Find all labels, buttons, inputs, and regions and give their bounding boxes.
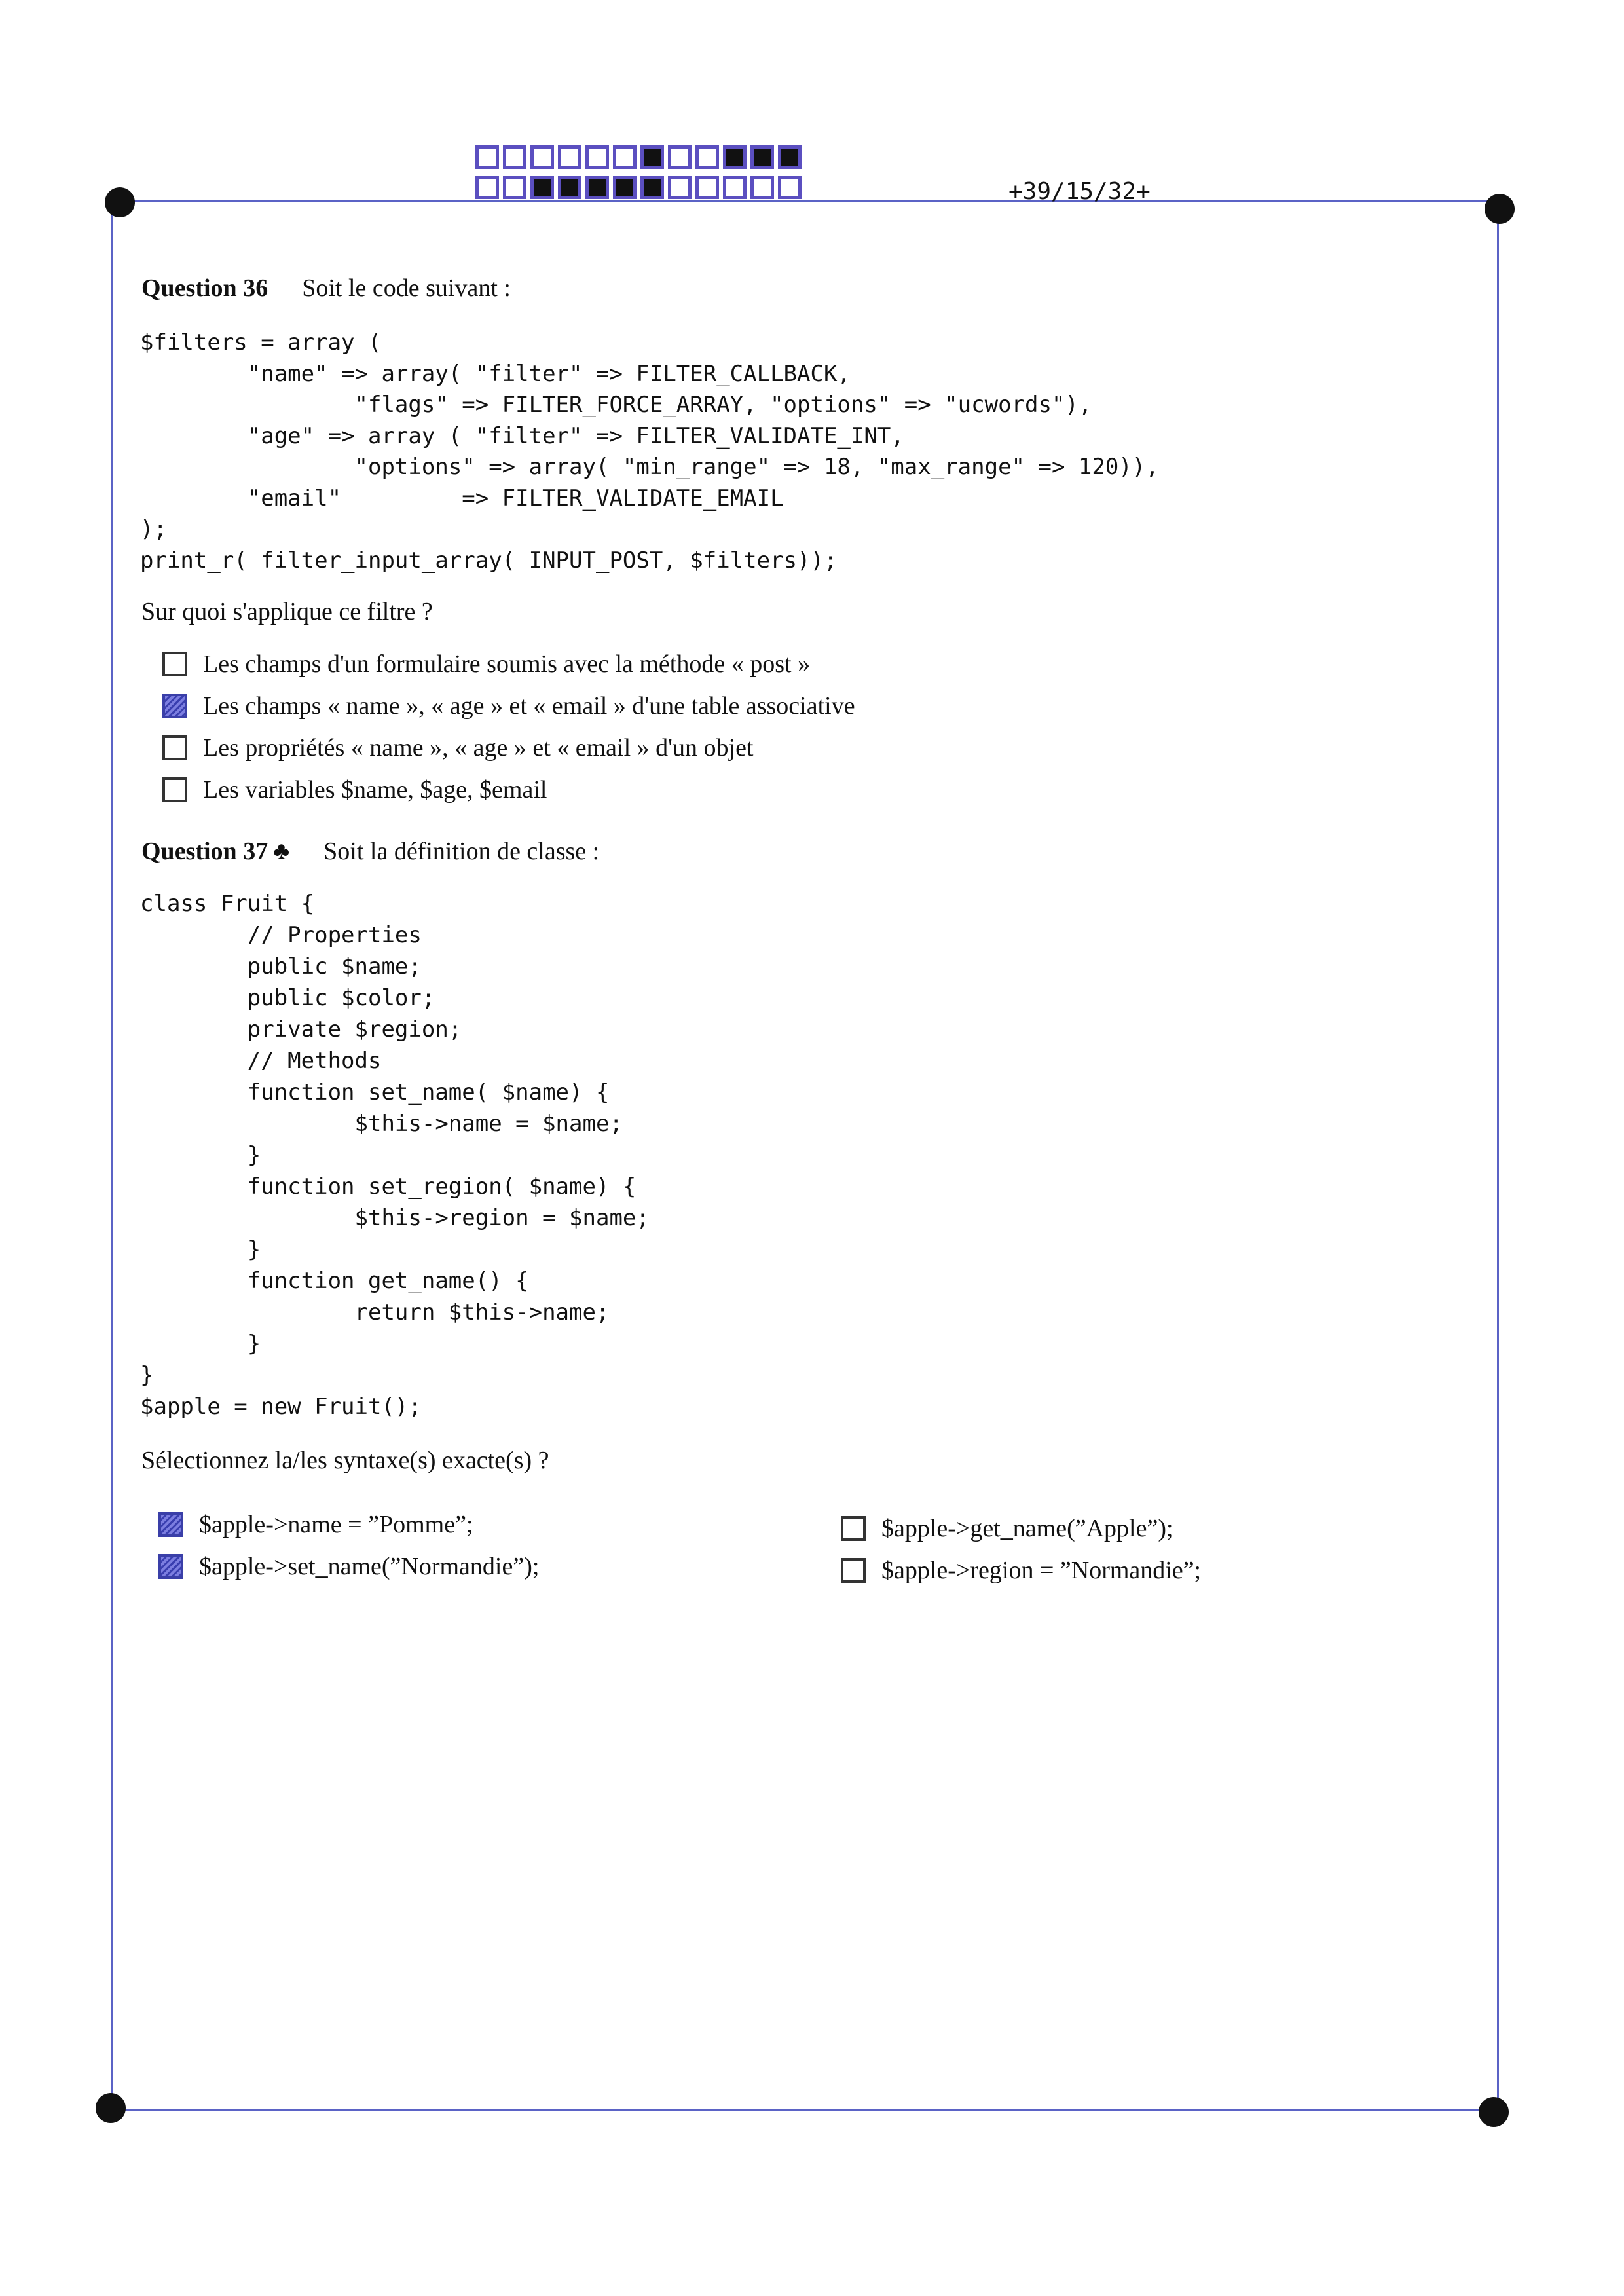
checkbox[interactable] xyxy=(162,735,187,760)
q36-choice-2[interactable] xyxy=(162,692,855,720)
frame-right xyxy=(1497,200,1499,2110)
barcode-row-1 xyxy=(475,145,802,169)
club-icon: ♣ xyxy=(273,838,290,865)
corner-mark-bottom-right xyxy=(1479,2097,1509,2127)
question-number: Question 37 ♣ xyxy=(141,838,290,865)
q37-choice-2[interactable] xyxy=(158,1552,539,1581)
question-36-heading xyxy=(141,274,511,303)
question-36-code: $filters = array ( "name" => array( "filter" => FILTER_CALLBACK, "flags" => FILTER_FORCE_ARRAY, "options" => "ucwords"), "age" => array ( "filter" => FILTER_VALIDATE_INT, "options" => array( "min_range" => 18, "max_range" => 120)), "email" => FILTER_VALIDATE_EMAIL ); print_r( filter_input_array( INPUT_POST, $filters)); xyxy=(140,329,1159,574)
question-number: Question 36 xyxy=(141,274,268,302)
corner-mark-top-left xyxy=(105,187,135,217)
barcode-row-2 xyxy=(475,176,802,199)
checkbox[interactable] xyxy=(162,652,187,676)
frame-top xyxy=(119,200,1500,202)
q37-choice-1[interactable] xyxy=(158,1510,473,1539)
choice-label: Les variables $name, $age, $email xyxy=(203,776,547,804)
frame-left xyxy=(111,200,113,2110)
choice-label: $apple->set_name(”Normandie”); xyxy=(199,1553,540,1580)
q37-choice-3[interactable] xyxy=(841,1514,1173,1543)
frame-bottom xyxy=(110,2109,1496,2111)
question-36-text: Sur quoi s'applique ce filtre ? xyxy=(141,598,433,625)
choice-label: Les champs d'un formulaire soumis avec la méthode « post » xyxy=(203,650,811,678)
choice-label: Les propriétés « name », « age » et « email » d'un objet xyxy=(203,734,754,762)
question-37-text: Sélectionnez la/les syntaxe(s) exacte(s) ? xyxy=(141,1447,549,1474)
checkbox[interactable] xyxy=(162,777,187,802)
checkbox[interactable] xyxy=(841,1558,866,1583)
choice-label: $apple->get_name(”Apple”); xyxy=(881,1515,1173,1542)
checkbox-checked[interactable] xyxy=(158,1554,183,1579)
choice-label: $apple->region = ”Normandie”; xyxy=(881,1557,1202,1584)
question-prompt: Soit la définition de classe : xyxy=(323,838,600,865)
corner-mark-bottom-left xyxy=(96,2093,126,2123)
question-prompt: Soit le code suivant : xyxy=(302,274,511,302)
page-id: +39/15/32+ xyxy=(1008,178,1151,205)
checkbox-checked[interactable] xyxy=(162,694,187,718)
choice-label: Les champs « name », « age » et « email » d'une table associative xyxy=(203,692,855,720)
checkbox[interactable] xyxy=(841,1516,866,1541)
q36-choice-3[interactable] xyxy=(162,733,754,762)
q36-choice-4[interactable] xyxy=(162,775,547,804)
checkbox-checked[interactable] xyxy=(158,1512,183,1537)
question-37-code: class Fruit { // Properties public $name; public $color; private $region; // Methods function set_name( $name) { $this->name = $name; } function set_region( $name) { $this->region = $name; } function get_name() { return $this->name; } } $apple = new Fruit(); xyxy=(140,891,650,1420)
corner-mark-top-right xyxy=(1485,194,1515,224)
q36-choice-1[interactable] xyxy=(162,650,810,678)
q37-choice-4[interactable] xyxy=(841,1556,1201,1585)
choice-label: $apple->name = ”Pomme”; xyxy=(199,1511,473,1538)
question-37-heading xyxy=(141,837,599,866)
